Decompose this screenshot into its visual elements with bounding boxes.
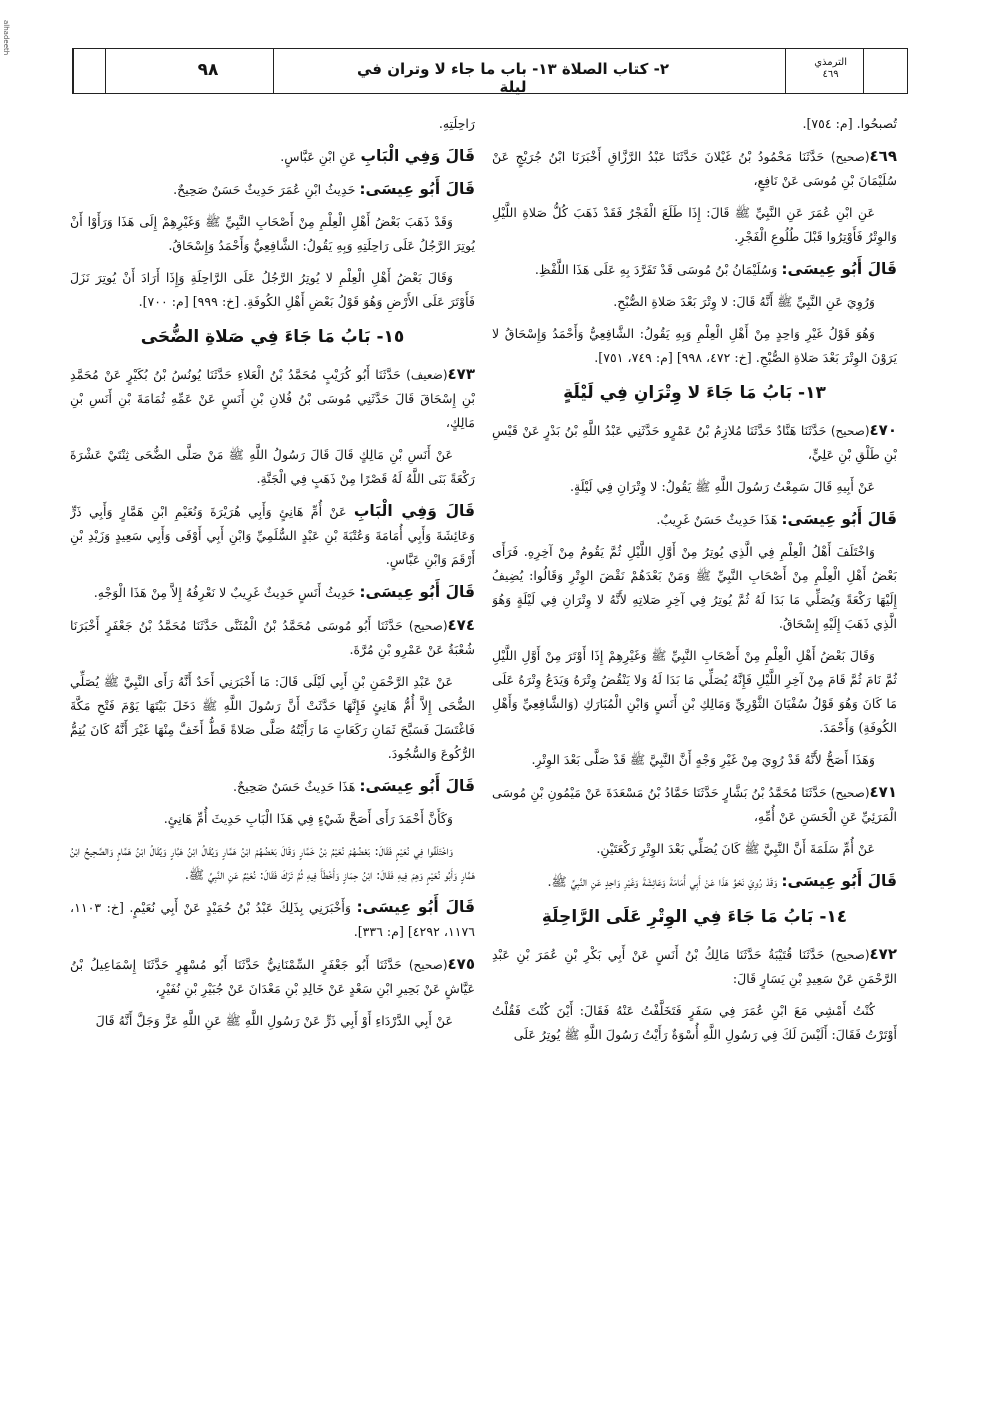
hadith-isnad: حَدَّثَنَا هَنَّادٌ حَدَّثَنَا مُلازِمُ بْنُ عَمْرٍو حَدَّثَنِي عَبْدُ اللَّهِ بْنُ بَدْرٍ عَنْ قَيْسِ بْنِ طَلْقِ بْنِ عَلِيٍّ، — [492, 423, 897, 462]
side-watermark: alhadeeth — [2, 20, 10, 56]
hadith-number: ٤٧٠ — [869, 421, 897, 439]
hadith-grade: (ضعيف) — [406, 368, 448, 382]
hadith-number: ٤٧١ — [869, 783, 897, 801]
commentary — [70, 499, 475, 572]
hadith-number: ٤٧٣ — [447, 365, 475, 383]
hadith-isnad: حَدَّثَنَا مُحَمَّدُ بْنُ بَشَّارٍ حَدَّثَنَا حَمَّادُ بْنُ مَسْعَدَةَ عَنْ مَيْمُونِ بْنِ مُوسَى الْمَرَئِيِّ عَنِ الْحَسَنِ عَنْ أُمِّهِ، — [492, 785, 897, 824]
header-divider — [785, 49, 786, 93]
commentary-lead: قَالَ أَبُو عِيسَى: — [781, 510, 897, 528]
commentary-text: هَذَا حَدِيثٌ حَسَنٌ غَرِيبٌ. — [656, 512, 782, 527]
commentary-text: وَأَخْبَرَنِي بِذَلِكَ عَبْدُ بْنُ حُمَيْدٍ عَنْ أَبِي نُعَيْمٍ. [خ: ١١٠٣، ١١٧٦، ٤٢٩٢] [م: ٣٣٦]. — [70, 900, 475, 939]
paragraph: وَرُوِيَ عَنِ النَّبِيِّ ﷺ أَنَّهُ قَالَ: لا وِتْرَ بَعْدَ صَلاةِ الصُّبْحِ. — [613, 294, 875, 309]
hadith-grade: (صحيح) — [830, 948, 870, 962]
hadith-number: ٤٧٥ — [447, 955, 475, 973]
commentary-text: هَذَا حَدِيثٌ حَسَنٌ صَحِيحٌ. — [232, 779, 360, 794]
page-header — [72, 48, 908, 94]
commentary-lead: قَالَ أَبُو عِيسَى: — [359, 583, 475, 601]
book-name: الترمذي — [814, 57, 847, 68]
commentary-text: وَسُلَيْمَانُ بْنُ مُوسَى قَدْ تَفَرَّدَ بِهِ عَلَى هَذَا اللَّفْظِ. — [534, 262, 782, 277]
commentary — [70, 580, 475, 605]
hadith-matn: عَنْ عَبْدِ الرَّحْمَنِ بْنِ أَبِي لَيْلَى قَالَ: مَا أَخْبَرَنِي أَحَدٌ أَنَّهُ رَأَى النَّبِيَّ ﷺ يُصَلِّي الضُّحَى إِلاَّ أُمُّ هَانِئٍ فَإِنَّهَا حَدَّثَتْ أَنَّ رَسُولَ اللَّهِ ﷺ دَخَلَ بَيْتَهَا يَوْمَ فَتْحِ مَكَّةَ فَاغْتَسَلَ فَسَبَّحَ ثَمَانِ رَكَعَاتٍ مَا رَأَيْتُهُ صَلَّى صَلاةً قَطُّ أَخَفَّ مِنْهَا غَيْرَ أَنَّهُ كَانَ يُتِمُّ الرُّكُوعَ وَالسُّجُودَ. — [70, 674, 475, 761]
hadith-isnad: حَدَّثَنَا قُتَيْبَةُ حَدَّثَنَا مَالِكُ بْنُ أَنَسٍ عَنْ أَبِي بَكْرِ بْنِ عُمَرَ بْنِ عَبْدِ الرَّحْمَنِ عَنْ سَعِيدِ بْنِ يَسَارٍ قَالَ: — [492, 947, 897, 986]
commentary-text: وَقَدْ رُوِيَ نَحْوُ هَذَا عَنْ أَبِي أُمَامَةَ وَعَائِشَةَ وَغَيْرِ وَاحِدٍ عَنِ النَّبِيِّ ﷺ. — [547, 874, 782, 889]
book-code: ٤٦٩ — [822, 69, 839, 80]
paragraph: وَهُوَ قَوْلُ غَيْرِ وَاحِدٍ مِنْ أَهْلِ الْعِلْمِ وَبِهِ يَقُولُ: الشَّافِعِيُّ وَأَحْمَدُ وَإِسْحَاقُ لا يَرَوْنَ الوِتْرَ بَعْدَ صَلاةِ الصُّبْحِ. [خ: ٤٧٢، ٩٩٨] [م: ٧٤٩، ٧٥١]. — [492, 326, 897, 365]
commentary-lead: قَالَ أَبُو عِيسَى: — [356, 898, 475, 916]
paragraph: وَقَالَ بَعْضُ أَهْلِ الْعِلْمِ مِنْ أَصْحَابِ النَّبِيِّ ﷺ وَغَيْرِهِمْ إِذَا أَوْتَرَ مِنْ أَوَّلِ اللَّيْلِ ثُمَّ نَامَ ثُمَّ قَامَ مِنْ آخِرِ اللَّيْلِ فَإِنَّهُ يُصَلِّي مَا بَدَا لَهُ وَلا يَنْقُضُ وِتْرَهُ وَيَدَعُ وِتْرَهُ عَلَى مَا كَانَ وَهُوَ قَوْلُ سُفْيَانَ الثَّوْرِيِّ وَمَالِكِ بْنِ أَنَسٍ وَابْنِ الْمُبَارَكِ (وَالشَّافِعِيِّ وَأَهْلِ الكُوفَةِ) وَأَحْمَدَ. — [492, 648, 897, 735]
commentary-lead: قَالَ وَفِي الْبَابِ — [360, 147, 475, 165]
commentary — [70, 144, 475, 169]
running-title: ٢- كتاب الصلاة ١٣- باب ما جاء لا وتران في ليلة — [356, 60, 670, 96]
hadith-grade: (صحيح) — [408, 958, 448, 972]
chapter-heading: ١٥- بَابُ مَا جَاءَ فِي صَلاةِ الضُّحَى — [140, 327, 405, 347]
hadith-471 — [492, 780, 897, 829]
commentary — [492, 507, 897, 532]
paragraph: وَاخْتَلَفَ أَهْلُ الْعِلْمِ فِي الَّذِي يُوتِرُ مِنْ أَوَّلِ اللَّيْلِ ثُمَّ يَقُومُ مِنْ آخِرِهِ. فَرَأَى بَعْضُ أَهْلِ الْعِلْمِ مِنْ أَصْحَابِ النَّبِيِّ ﷺ وَمَنْ بَعْدَهُمْ نَقْضَ الوِتْرِ وَقَالُوا: يُضِيفُ إِلَيْهَا رَكْعَةً وَيُصَلِّي مَا بَدَا لَهُ ثُمَّ يُوتِرُ فِي آخِرِ صَلاتِهِ لأَنَّهُ لا وِتْرَانِ فِي لَيْلَةٍ وَهُوَ الَّذِي ذَهَبَ إِلَيْهِ إِسْحَاقُ. — [492, 544, 897, 631]
left-column — [70, 112, 475, 1292]
chapter-heading: ١٣- بَابُ مَا جَاءَ لا وِتْرَانِ فِي لَيْلَةٍ — [563, 383, 826, 403]
hadith-472 — [492, 942, 897, 991]
commentary-text: حَدِيثُ ابْنِ عُمَرَ حَدِيثٌ حَسَنٌ صَحِيحٌ. — [173, 182, 360, 197]
commentary — [70, 774, 475, 799]
paragraph: وَاخْتَلَفُوا فِي نُعَيْمٍ فَقَالَ: بَعْضُهُمْ نُعَيْمُ بْنُ خَمَّارٍ وَقَالَ بَعْضُهُمْ ابْنُ هَمَّارٍ وَيُقَالُ ابْنُ هَبَّارٍ وَيُقَالُ ابْنُ هَمَّامٍ وَالصَّحِيحُ ابْنُ هَمَّارٍ وَأَبُو نُعَيْمٍ وَهِمَ فِيهِ فَقَالَ: ابْنُ حِمَازٍ وَأَخْطَأَ فِيهِ ثُمَّ تَرَكَ فَقَالَ: نُعَيْمٌ عَنِ النَّبِيِّ ﷺ. — [70, 843, 475, 882]
hadith-473 — [70, 362, 475, 435]
hadith-475 — [70, 952, 475, 1001]
commentary-text: عَنْ أُمِّ هَانِئٍ وَأَبِي هُرَيْرَةَ وَنُعَيْمِ ابْنِ هَمَّارٍ وَأَبِي ذَرٍّ وَعَائِشَةَ وَأَبِي أُمَامَةَ وَعُتْبَةَ بْنِ عَبْدٍ السُّلَمِيِّ وَابْنِ أَبِي أَوْفَى وَأَبِي سَعِيدٍ وَزَيْدِ بْنِ أَرْقَمَ وَابْنِ عَبَّاسٍ. — [70, 504, 475, 567]
header-divider — [273, 49, 274, 93]
hadith-matn: عَنْ أُمِّ سَلَمَةَ أَنَّ النَّبِيَّ ﷺ كَانَ يُصَلِّي بَعْدَ الوِتْرِ رَكْعَتَيْنِ. — [596, 841, 875, 856]
hadith-matn: كُنْتُ أَمْشِي مَعَ ابْنِ عُمَرَ فِي سَفَرٍ فَتَخَلَّفْتُ عَنْهُ فَقَالَ: أَيْنَ كُنْتَ فَقُلْتُ أَوْتَرْتُ فَقَالَ: أَلَيْسَ لَكَ فِي رَسُولِ اللَّهِ أُسْوَةٌ رَأَيْتُ رَسُولَ اللَّهِ ﷺ يُوتِرُ عَلَى — [492, 1003, 897, 1042]
commentary-text: حَدِيثُ أَنَسٍ حَدِيثٌ غَرِيبٌ لا نَعْرِفُهُ إِلاَّ مِنْ هَذَا الْوَجْهِ. — [93, 585, 360, 600]
hadith-matn: عَنِ ابْنِ عُمَرَ عَنِ النَّبِيِّ ﷺ قَالَ: إِذَا طَلَعَ الْفَجْرُ فَقَدْ ذَهَبَ كُلُّ صَلاةِ اللَّيْلِ وَالوِتْرُ فَأَوْتِرُوا قَبْلَ طُلُوعِ الْفَجْرِ. — [492, 205, 897, 244]
hadith-grade: (صحيح) — [830, 424, 870, 438]
hadith-grade: (صحيح) — [830, 150, 870, 164]
hadith-matn: عَنْ أَنَسِ بْنِ مَالِكٍ قَالَ قَالَ رَسُولُ اللَّهِ ﷺ مَنْ صَلَّى الضُّحَى ثِنْتَيْ عَشْرَةَ رَكْعَةً بَنَى اللَّهُ لَهُ قَصْرًا مِنْ ذَهَبٍ فِي الْجَنَّةِ. — [70, 447, 475, 486]
hadith-number: ٤٧٢ — [869, 945, 897, 963]
hadith-number: ٤٦٩ — [869, 147, 897, 165]
hadith-grade: (صحيح) — [830, 786, 870, 800]
chapter-heading: ١٤- بَابُ مَا جَاءَ فِي الوِتْرِ عَلَى الرَّاحِلَةِ — [541, 907, 848, 927]
paragraph: وَقَدْ ذَهَبَ بَعْضُ أَهْلِ الْعِلْمِ مِنْ أَصْحَابِ النَّبِيِّ ﷺ وَغَيْرِهِمْ إِلَى هَذَا وَرَأَوْا أَنْ يُوتِرَ الرَّجُلُ عَلَى رَاحِلَتِهِ وَبِهِ يَقُولُ: الشَّافِعِيُّ وَأَحْمَدُ وَإِسْحَاقُ. — [70, 214, 475, 253]
commentary — [70, 177, 475, 202]
commentary — [492, 257, 897, 282]
hadith-matn: عَنْ أَبِي الدَّرْدَاءِ أَوْ أَبِي ذَرٍّ عَنْ رَسُولِ اللَّهِ ﷺ عَنِ اللَّهِ عَزَّ وَجَلَّ أَنَّهُ قَالَ — [95, 1013, 453, 1028]
hadith-isnad: حَدَّثَنَا أَبُو كُرَيْبٍ مُحَمَّدُ بْنُ الْعَلاءِ حَدَّثَنَا يُونُسُ بْنُ بُكَيْرٍ عَنْ مُحَمَّدِ بْنِ إِسْحَاقَ قَالَ حَدَّثَنِي مُوسَى بْنُ فُلانِ بْنِ أَنَسٍ عَنْ عَمِّهِ ثُمَامَةَ بْنِ أَنَسِ بْنِ مَالِكٍ، — [70, 367, 475, 430]
continuation-text: رَاحِلَتِهِ. — [438, 116, 475, 131]
commentary-lead: قَالَ أَبُو عِيسَى: — [359, 180, 475, 198]
commentary-text: عَنِ ابْنِ عَبَّاسٍ. — [280, 149, 361, 164]
commentary-lead: قَالَ أَبُو عِيسَى: — [781, 260, 897, 278]
header-divider — [105, 49, 106, 93]
commentary — [70, 895, 475, 944]
hadith-isnad: حَدَّثَنَا أَبُو جَعْفَرٍ السِّمْنَانِيُّ حَدَّثَنَا أَبُو مُسْهِرٍ حَدَّثَنَا إِسْمَاعِيلُ بْنُ عَيَّاشٍ عَنْ بَحِيرِ ابْنِ سَعْدٍ عَنْ خَالِدِ بْنِ مَعْدَانَ عَنْ جُبَيْرِ بْنِ نُفَيْرٍ، — [70, 957, 475, 996]
commentary — [492, 869, 897, 894]
book-label — [814, 57, 847, 81]
paragraph: وَكَأَنَّ أَحْمَدَ رَأَى أَصَحَّ شَيْءٍ فِي هَذَا الْبَابِ حَدِيثَ أُمِّ هَانِئٍ. — [163, 811, 453, 826]
hadith-grade: (صحيح) — [408, 619, 448, 633]
paragraph: وَهَذَا أَصَحُّ لأَنَّهُ قَدْ رُوِيَ مِنْ غَيْرِ وَجْهٍ أَنَّ النَّبِيَّ ﷺ قَدْ صَلَّى بَعْدَ الوِتْرِ. — [531, 752, 875, 767]
hadith-469 — [492, 144, 897, 193]
right-column — [492, 112, 897, 1292]
hadith-470 — [492, 418, 897, 467]
hadith-isnad: حَدَّثَنَا مَحْمُودُ بْنُ غَيْلانَ حَدَّثَنَا عَبْدُ الرَّزَّاقِ أَخْبَرَنَا ابْنُ جُرَيْجٍ عَنْ سُلَيْمَانَ بْنِ مُوسَى عَنْ نَافِعٍ، — [492, 149, 897, 188]
hadith-number: ٤٧٤ — [447, 616, 475, 634]
hadith-isnad: حَدَّثَنَا أَبُو مُوسَى مُحَمَّدُ بْنُ الْمُثَنَّى حَدَّثَنَا مُحَمَّدُ بْنُ جَعْفَرٍ أَخْبَرَنَا شُعْبَةُ عَنْ عَمْرِو بْنِ مُرَّةَ. — [70, 618, 475, 657]
commentary-lead: قَالَ وَفِي الْبَابِ — [353, 502, 475, 520]
header-divider — [863, 49, 864, 93]
paragraph: وَقَالَ بَعْضُ أَهْلِ الْعِلْمِ لا يُوتِرُ الرَّجُلُ عَلَى الرَّاحِلَةِ وَإِذَا أَرَادَ أَنْ يُوتِرَ نَزَلَ فَأَوْتَرَ عَلَى الأَرْضِ وَهُوَ قَوْلُ بَعْضِ أَهْلِ الكُوفَةِ. [خ: ٩٩٩] [م: ٧٠٠]. — [70, 270, 475, 309]
page-number: ٩٨ — [197, 60, 219, 80]
hadith-474 — [70, 613, 475, 662]
hadith-matn: عَنْ أَبِيهِ قَالَ سَمِعْتُ رَسُولَ اللَّهِ ﷺ يَقُولُ: لا وِتْرَانِ فِي لَيْلَةٍ. — [569, 479, 875, 494]
continuation-text: تُصبحُوا. [م: ٧٥٤]. — [802, 116, 897, 131]
commentary-lead: قَالَ أَبُو عِيسَى: — [781, 872, 897, 890]
commentary-lead: قَالَ أَبُو عِيسَى: — [359, 777, 475, 795]
